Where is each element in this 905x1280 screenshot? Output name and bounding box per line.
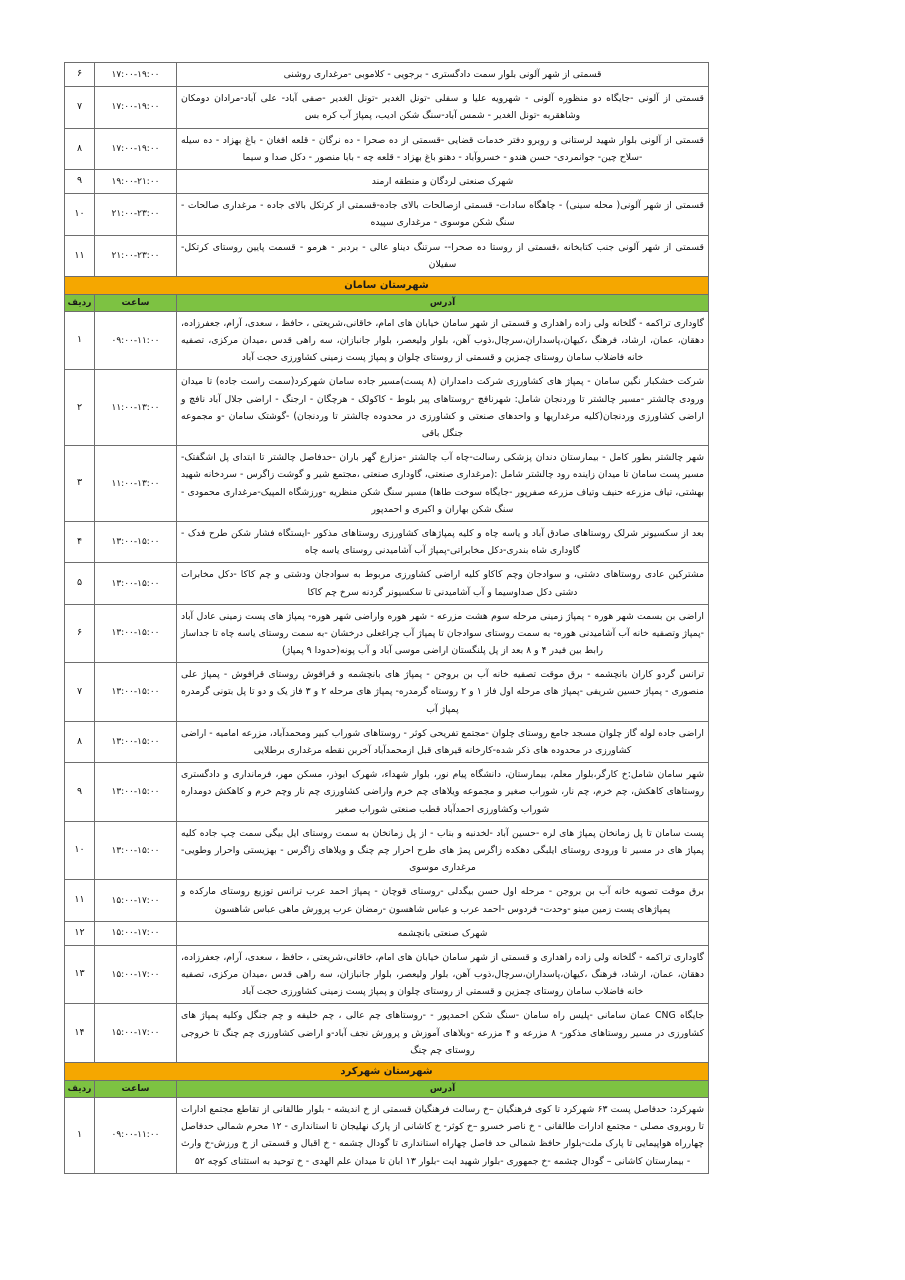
column-header-time: ساعت (95, 1081, 177, 1098)
cell-address: شهرکرد: حدفاصل پست ۶۳ شهرکرد تا کوی فرهنگیان –خ رسالت فرهنگیان قسمتی از خ اندیشه - بلوار طالقانی از تقاطع مجتمع ادارات تا روبروی مصلی - مجتمع ادارات طالقانی - خ ناصر خسرو –خ کوثر- خ کاشانی از پارک نهلیجان تا استانداری - ۱۲ محرم شمالی حدفاصل چهارراه هواپیمایی تا پارک ملت-بلوار حافظ شمالی حد فاصل چهاراه استانداری تا گودال چشمه - خ اقبال و قسمتی از خ ورزش-خ وارث - بیمارستان کاشانی – گودال چشمه -خ جمهوری -بلوار شهید ایت -بلوار ۱۳ ابان تا میدان علم الهدی - خ توحید به استثنای کوچه ۵۲ (177, 1098, 709, 1174)
cell-time-range: ۱۳:۰۰-۱۵:۰۰ (95, 721, 177, 762)
cell-address: پست سامان تا پل زمانخان پمپاژ های لره -حسین آباد -لخدنبه و بناب - از پل زمانخان به سمت روستای ایل بیگی سمت چپ جاده کلیه پمپاژ های در مسیر تا ورودی روستای ایلبگی دهکده زاگرس پمژ های طرح احرار چم چنگ و ویلاهای زاگرس - بهزیستی واحرار وطویی- مرغداری موسوی (177, 821, 709, 880)
table-row (65, 880, 709, 921)
cell-time-range: ۰۹:۰۰-۱۱:۰۰ (95, 1098, 177, 1174)
cell-row-number: ۱۳ (65, 945, 95, 1004)
cell-address: قسمتی از شهر آلونی جنب کتابخانه ،قسمتی از روستا ده صحرا-- سرتنگ دیناو عالی - بردبر - هرمو - قسمت پایین روستای کرتکل- سفیلان (177, 235, 709, 276)
table-row (65, 763, 709, 822)
column-header-row (65, 1081, 709, 1098)
cell-row-number: ۶ (65, 63, 95, 87)
cell-address: برق موقت تصویه خانه آب بن بروجن - مرحله اول حسن بیگدلی -روستای قوچان - پمپاژ احمد عرب ترانس توزیع روستای مارکده و پمپاژهای پست زمین مینو -وحدت- فردوس -احمد عرب و عباس شاهسون -رمضان عرب پرورش ماهی عباس شاهسون (177, 880, 709, 921)
cell-address: بعد از سکسیونر شرلک روستاهای صادق آباد و یاسه چاه و کلیه پمپاژهای کشاورزی روستاهای مذکور -ایستگاه فشار شکن طرح فدک - گاوداری شاه بندری-دکل مخابراتی-پمپاژ آب آشامیدنی روستای یاسه چاه (177, 521, 709, 562)
table-row (65, 945, 709, 1004)
cell-row-number: ۸ (65, 128, 95, 169)
cell-row-number: ۹ (65, 763, 95, 822)
cell-time-range: ۱۳:۰۰-۱۵:۰۰ (95, 521, 177, 562)
section-banner-row (65, 276, 709, 294)
table-row (65, 663, 709, 722)
section-banner-title: شهرستان سامان (65, 276, 709, 294)
cell-time-range: ۱۷:۰۰-۱۹:۰۰ (95, 128, 177, 169)
column-header-address: آدرس (177, 294, 709, 311)
cell-row-number: ۱ (65, 311, 95, 370)
cell-row-number: ۶ (65, 604, 95, 663)
table-row (65, 721, 709, 762)
cell-time-range: ۱۵:۰۰-۱۷:۰۰ (95, 945, 177, 1004)
cell-row-number: ۱۰ (65, 194, 95, 235)
cell-time-range: ۱۵:۰۰-۱۷:۰۰ (95, 880, 177, 921)
table-row (65, 1004, 709, 1063)
cell-row-number: ۷ (65, 663, 95, 722)
cell-time-range: ۱۳:۰۰-۱۵:۰۰ (95, 563, 177, 604)
cell-time-range: ۱۳:۰۰-۱۵:۰۰ (95, 663, 177, 722)
table-row (65, 1098, 709, 1174)
section-banner-title: شهرستان شهرکرد (65, 1063, 709, 1081)
table-row (65, 63, 709, 87)
table-row (65, 370, 709, 446)
cell-row-number: ۳ (65, 446, 95, 522)
column-header-address: آدرس (177, 1081, 709, 1098)
column-header-row-number: رديف (65, 1081, 95, 1098)
cell-address: گاوداری تراکمه - گلخانه ولی زاده راهداری و قسمتی از شهر سامان خیابان های امام، خاقانی،شریعتی ، حافظ ، سعدی، آرام، جعفرزاده، دهقان، عمان، ارشاد، فرهنگ ،کیهان،پاسداران،سرچال،ذوب آهن، بلوار ولیعصر، بلوار جانبازان، سه راهی قدس ،میدان مرکزی، تصفیه خانه فاضلاب سامان روستای چمزین و قسمتی از روستای چلوان و پمپاژ پست زمینی کشاورزی حجت آباد (177, 311, 709, 370)
cell-address: جایگاه CNG عمان سامانی -پلیس راه سامان -سنگ شکن احمدپور - -روستاهای چم عالی ، چم خلیفه و چم جنگل وکلیه پمپاژ های کشاورزی در مسیر روستاهای مذکور- ۸ مزرعه و ۴ مزرعه -وبلاهای آموزش و پرورش نجف آباد-و اراضی کشاورزی چم چنگ تا خروجی روستای چم چنگ (177, 1004, 709, 1063)
table-row (65, 194, 709, 235)
cell-time-range: ۰۹:۰۰-۱۱:۰۰ (95, 311, 177, 370)
table-row (65, 311, 709, 370)
cell-row-number: ۵ (65, 563, 95, 604)
table-row (65, 169, 709, 193)
table-row (65, 521, 709, 562)
cell-address: شهر چالشتر بطور کامل - بیمارستان دندان پزشکی رسالت-چاه آب چالشتر -مزارع گهر باران -حدفاصل چالشتر تا ابتدای پل اشگفتک- مسیر پست سامان تا میدان زاینده رود چالشتر شامل :(مرغداری صنعتی، گاوداری صنعتی ،مجتمع شیر و گوشت زاگرس - سردخانه شهید بهشتی، تیاف مزرعه حنیف وتیاف مزرعه صفرپور -جایگاه سوخت طاها) مسیر سنگ شکن منظریه -ورزشگاه المپیک-مرغداری محمودی - سنگ شکن بهاران و اکبری و احمدپور (177, 446, 709, 522)
cell-time-range: ۱۳:۰۰-۱۵:۰۰ (95, 763, 177, 822)
cell-row-number: ۸ (65, 721, 95, 762)
cell-time-range: ۱۷:۰۰-۱۹:۰۰ (95, 63, 177, 87)
cell-time-range: ۲۱:۰۰-۲۳:۰۰ (95, 194, 177, 235)
cell-address: قسمتی از شهر آلونی بلوار سمت دادگستری - برجویی - کلاموبی -مرغداری روشنی (177, 63, 709, 87)
table-row (65, 128, 709, 169)
table-row (65, 563, 709, 604)
cell-address: اراضی جاده لوله گاز چلوان مسجد جامع روستای چلوان -مجتمع تفریحی کوثر - روستاهای شوراب کبیر ومحمدآباد، مزرعه امامیه - اراضی کشاورزی در محدوده های ذکر شده-کارخانه قیرهای قبل ازمحمدآباد آخربن نقطه مرغداری برطلایی (177, 721, 709, 762)
cell-address: مشترکین عادی روستاهای دشتی، و سوادجان وچم کاکاو کلیه اراضی کشاورزی مربوط به سوادجان ودشتی و چم کاکا -دکل مخابرات دشتی دکل صداوسیما و آب آشامیدنی تا سکسیونر گردنه سرخ چم کاکا (177, 563, 709, 604)
cell-time-range: ۱۹:۰۰-۲۱:۰۰ (95, 169, 177, 193)
outage-schedule-table (64, 62, 709, 1174)
cell-row-number: ۴ (65, 521, 95, 562)
table-row (65, 604, 709, 663)
table-row (65, 87, 709, 128)
table-row (65, 235, 709, 276)
cell-address: شهر سامان شامل:خ کارگر،بلوار معلم، بیمارستان، دانشگاه پیام نور، بلوار شهداء، شهرک ابوذر، مسکن مهر، فرمانداری و دادگستری روستاهای کاهکش، چم خرم، چم نار، شوراب صغیر و مجموعه ویلاهای چم خرم واراضی کشاورزی چم نار وچم خرم و کاهکش دومداره شوراب وکشاورزی احمدآباد قطب صنعتی شوراب صغیر (177, 763, 709, 822)
cell-address: شهرک صنعتی لردگان و منطقه ارمند (177, 169, 709, 193)
cell-time-range: ۱۳:۰۰-۱۵:۰۰ (95, 604, 177, 663)
cell-address: اراضی بن بسمت شهر هوره - پمپاژ زمینی مرحله سوم هشت مزرعه - شهر هوره واراضی شهر هوره- پمپاژ های پست زمینی عادل آباد -پمپاژ وتصفیه خانه آب آشامیدنی هوره- به سمت روستای سوادجان تا پمپاژ آب چراغعلی درخشان -به سمت روستای یاسه چاه تا جداساز رابط بین فیدر ۴ و ۸ بعد از پل پلنگستان اراضی موسی آباد و آب پونه(حدودا ۹ پمپاژ) (177, 604, 709, 663)
cell-time-range: ۱۵:۰۰-۱۷:۰۰ (95, 921, 177, 945)
column-header-row (65, 294, 709, 311)
cell-row-number: ۷ (65, 87, 95, 128)
cell-row-number: ۱۰ (65, 821, 95, 880)
table-row (65, 446, 709, 522)
cell-time-range: ۱۱:۰۰-۱۳:۰۰ (95, 446, 177, 522)
cell-row-number: ۱۲ (65, 921, 95, 945)
cell-address: ترانس گردو کاران بانچشمه - برق موقت تصفیه خانه آب بن بروجن - پمپاژ های بانچشمه و قرافوش روستای قرافوش - پمپاژ علی منصوری - پمپاژ حسین شریفی -پمپاژ های مرحله اول فاز ۱ و ۲ روستاه گرمدره- پمپاژ های مرحله ۲ و ۳ فاز یک و دو تا پل بتونی گرمدره پمپاژ آب (177, 663, 709, 722)
column-header-row-number: رديف (65, 294, 95, 311)
cell-time-range: ۱۵:۰۰-۱۷:۰۰ (95, 1004, 177, 1063)
table-row (65, 921, 709, 945)
column-header-time: ساعت (95, 294, 177, 311)
section-banner-row (65, 1063, 709, 1081)
cell-address: قسمتی از شهر آلونی( محله سینی) - چاهگاه سادات- قسمتی ازصالحات بالای جاده-قسمتی از کرتکل بالای جاده - مرغداری صالحات - سنگ شکن موسوی - مرغداری سپیده (177, 194, 709, 235)
cell-address: شهرک صنعتی بانچشمه (177, 921, 709, 945)
cell-address: شرکت خشکبار نگین سامان - پمپاژ های کشاورزی شرکت دامداران (۸ پست)مسیر جاده سامان شهرکرد(سمت راست جاده) تا میدان ورودی چالشتر -مسیر چالشتر تا وردنجان شامل: شهرنافچ -روستاهای پیر بلوط - کاکولک - هرچگان - ارجنگ - اراضی جلال آباد نافچ و اراضی کشاورزی وردنجان(کلیه مرغداریها و واحدهای صنعتی و کشاورزی در محدوده چالشتر تا وردنجان) -گوشتک سامان -و مجموعه جنگل باقی (177, 370, 709, 446)
cell-time-range: ۱۱:۰۰-۱۳:۰۰ (95, 370, 177, 446)
cell-time-range: ۱۳:۰۰-۱۵:۰۰ (95, 821, 177, 880)
cell-time-range: ۱۷:۰۰-۱۹:۰۰ (95, 87, 177, 128)
cell-row-number: ۲ (65, 370, 95, 446)
cell-row-number: ۱ (65, 1098, 95, 1174)
cell-row-number: ۱۱ (65, 235, 95, 276)
cell-address: قسمتی از آلونی -جایگاه دو منظوره آلونی - شهرویه علیا و سفلی -تونل الغدیر -تونل الغدیر -صفی آباد- علی آباد-مرادان دومکان وشاهقربه -تونل الغدیر - شمس آباد-سنگ شکن ادیب، پمپاژ آب کره بس (177, 87, 709, 128)
cell-row-number: ۹ (65, 169, 95, 193)
table-row (65, 821, 709, 880)
cell-time-range: ۲۱:۰۰-۲۳:۰۰ (95, 235, 177, 276)
cell-address: گاوداری تراکمه - گلخانه ولی زاده راهداری و قسمتی از شهر سامان خیابان های امام، خاقانی،شریعتی ، حافظ ، سعدی، آرام، جعفرزاده، دهقان، عمان، ارشاد، فرهنگ ،کیهان،پاسداران،سرچال،ذوب آهن، بلوار ولیعصر، بلوار جانبازان، سه راهی قدس ،میدان مرکزی، تصفیه خانه فاضلاب سامان روستای چمزین و قسمتی از روستای چلوان و پمپاژ پست زمینی کشاورزی حجت آباد (177, 945, 709, 1004)
cell-row-number: ۱۱ (65, 880, 95, 921)
cell-address: قسمتی از آلونی بلوار شهید لرستانی و روبرو دفتر خدمات قضایی -قسمتی از ده صحرا - ده نرگان - قلعه افغان - باغ بهزاد - ده سیله -سلاح چین- جوانمردی- حسن هندو - خسروآباد - دهنو باغ بهزاد - قلعه چه - بابا منصور - دکل صدا و سیما (177, 128, 709, 169)
cell-row-number: ۱۴ (65, 1004, 95, 1063)
